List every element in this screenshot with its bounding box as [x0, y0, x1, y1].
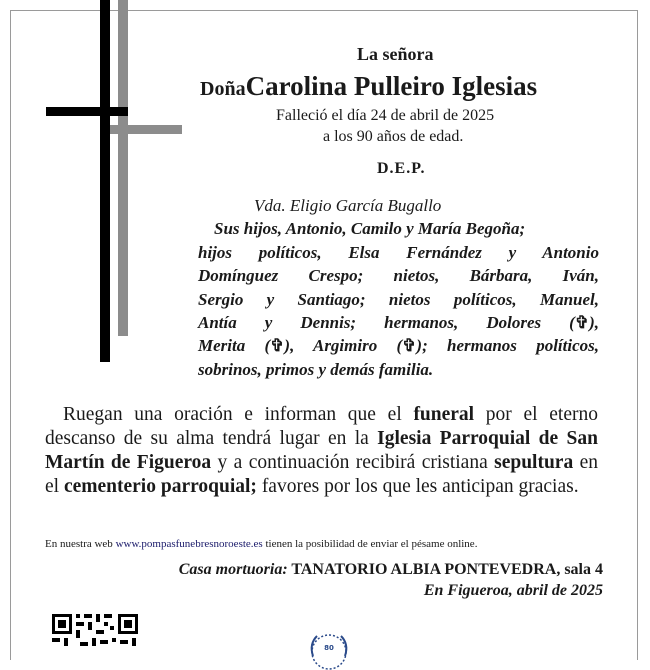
announcement-text: Ruegan una oración e informan que el: [63, 404, 414, 425]
web-note-pre: En nuestra web: [45, 538, 116, 550]
deceased-cross-icon: ✞: [574, 313, 590, 333]
web-note-post: tienen la posibilidad de enviar el pésame online.: [262, 538, 478, 550]
place-date: En Figueroa, abril de 2025: [423, 582, 603, 599]
funeral-home: [179, 561, 603, 579]
mourners-line: hijos políticos, Elsa Fernández y Antonio: [198, 242, 599, 262]
death-date: Falleció el día 24 de abril de 2025: [276, 107, 495, 124]
burial-label: sepultura: [494, 452, 574, 473]
funeral-home-value: TANATORIO ALBIA PONTEVEDRA, sala 4: [291, 561, 603, 578]
funeral-home-label: Casa mortuoria:: [178, 561, 288, 578]
mourners-line: Domínguez Crespo; nietos, Bárbara, Iván,: [198, 266, 599, 286]
dep-label: D.E.P.: [377, 160, 426, 177]
mourners-line: Sergio y Santiago; nietos políticos, Manuel,: [198, 289, 599, 309]
mourners-text: Merita (: [198, 336, 271, 356]
mourners-line: [198, 334, 599, 357]
seal-number: 80: [324, 644, 334, 652]
announcement-text: y a continuación recibirá cristiana: [211, 452, 495, 473]
website-link[interactable]: www.pompasfunebresnoroeste.es: [115, 538, 263, 550]
qr-code-icon[interactable]: [50, 610, 140, 650]
announcement-text: por el eterno descanso de su alma tendrá lugar en la: [45, 404, 598, 449]
name-prefix: Doña: [200, 78, 246, 100]
anniversary-seal-icon: [305, 630, 353, 670]
church-name: Iglesia Parroquial de San Martín de Figueroa: [45, 428, 598, 473]
announcement-paragraph: [45, 403, 598, 499]
announcement-text: en el: [45, 452, 598, 497]
deceased-name: [200, 71, 537, 102]
deceased-cross-icon: ✞: [270, 336, 285, 356]
mourners-line: Sus hijos, Antonio, Camilo y María Begoña;: [214, 219, 526, 239]
funeral-label: funeral: [413, 404, 475, 425]
mourners-text: ); hermanos políticos,: [416, 336, 599, 356]
mourners-text: Antía y Dennis; hermanos, Dolores (: [198, 313, 575, 333]
deceased-cross-icon: ✞: [402, 336, 417, 356]
cemetery-label: cementerio parroquial;: [63, 476, 257, 497]
web-note: [45, 538, 477, 550]
mourners-text: ),: [589, 313, 599, 333]
mourners-line: [198, 311, 599, 334]
full-name: Carolina Pulleiro Iglesias: [245, 71, 538, 101]
mourners-block: [198, 194, 599, 381]
mourners-line: Vda. Eligio García Bugallo: [254, 196, 442, 215]
mourners-text: ), Argimiro (: [284, 336, 403, 356]
intro-text: La señora: [357, 44, 434, 64]
mourners-line: sobrinos, primos y demás familia.: [198, 359, 434, 379]
announcement-text: favores por los que les anticipan gracias.: [256, 476, 579, 497]
age-line: a los 90 años de edad.: [323, 128, 464, 145]
